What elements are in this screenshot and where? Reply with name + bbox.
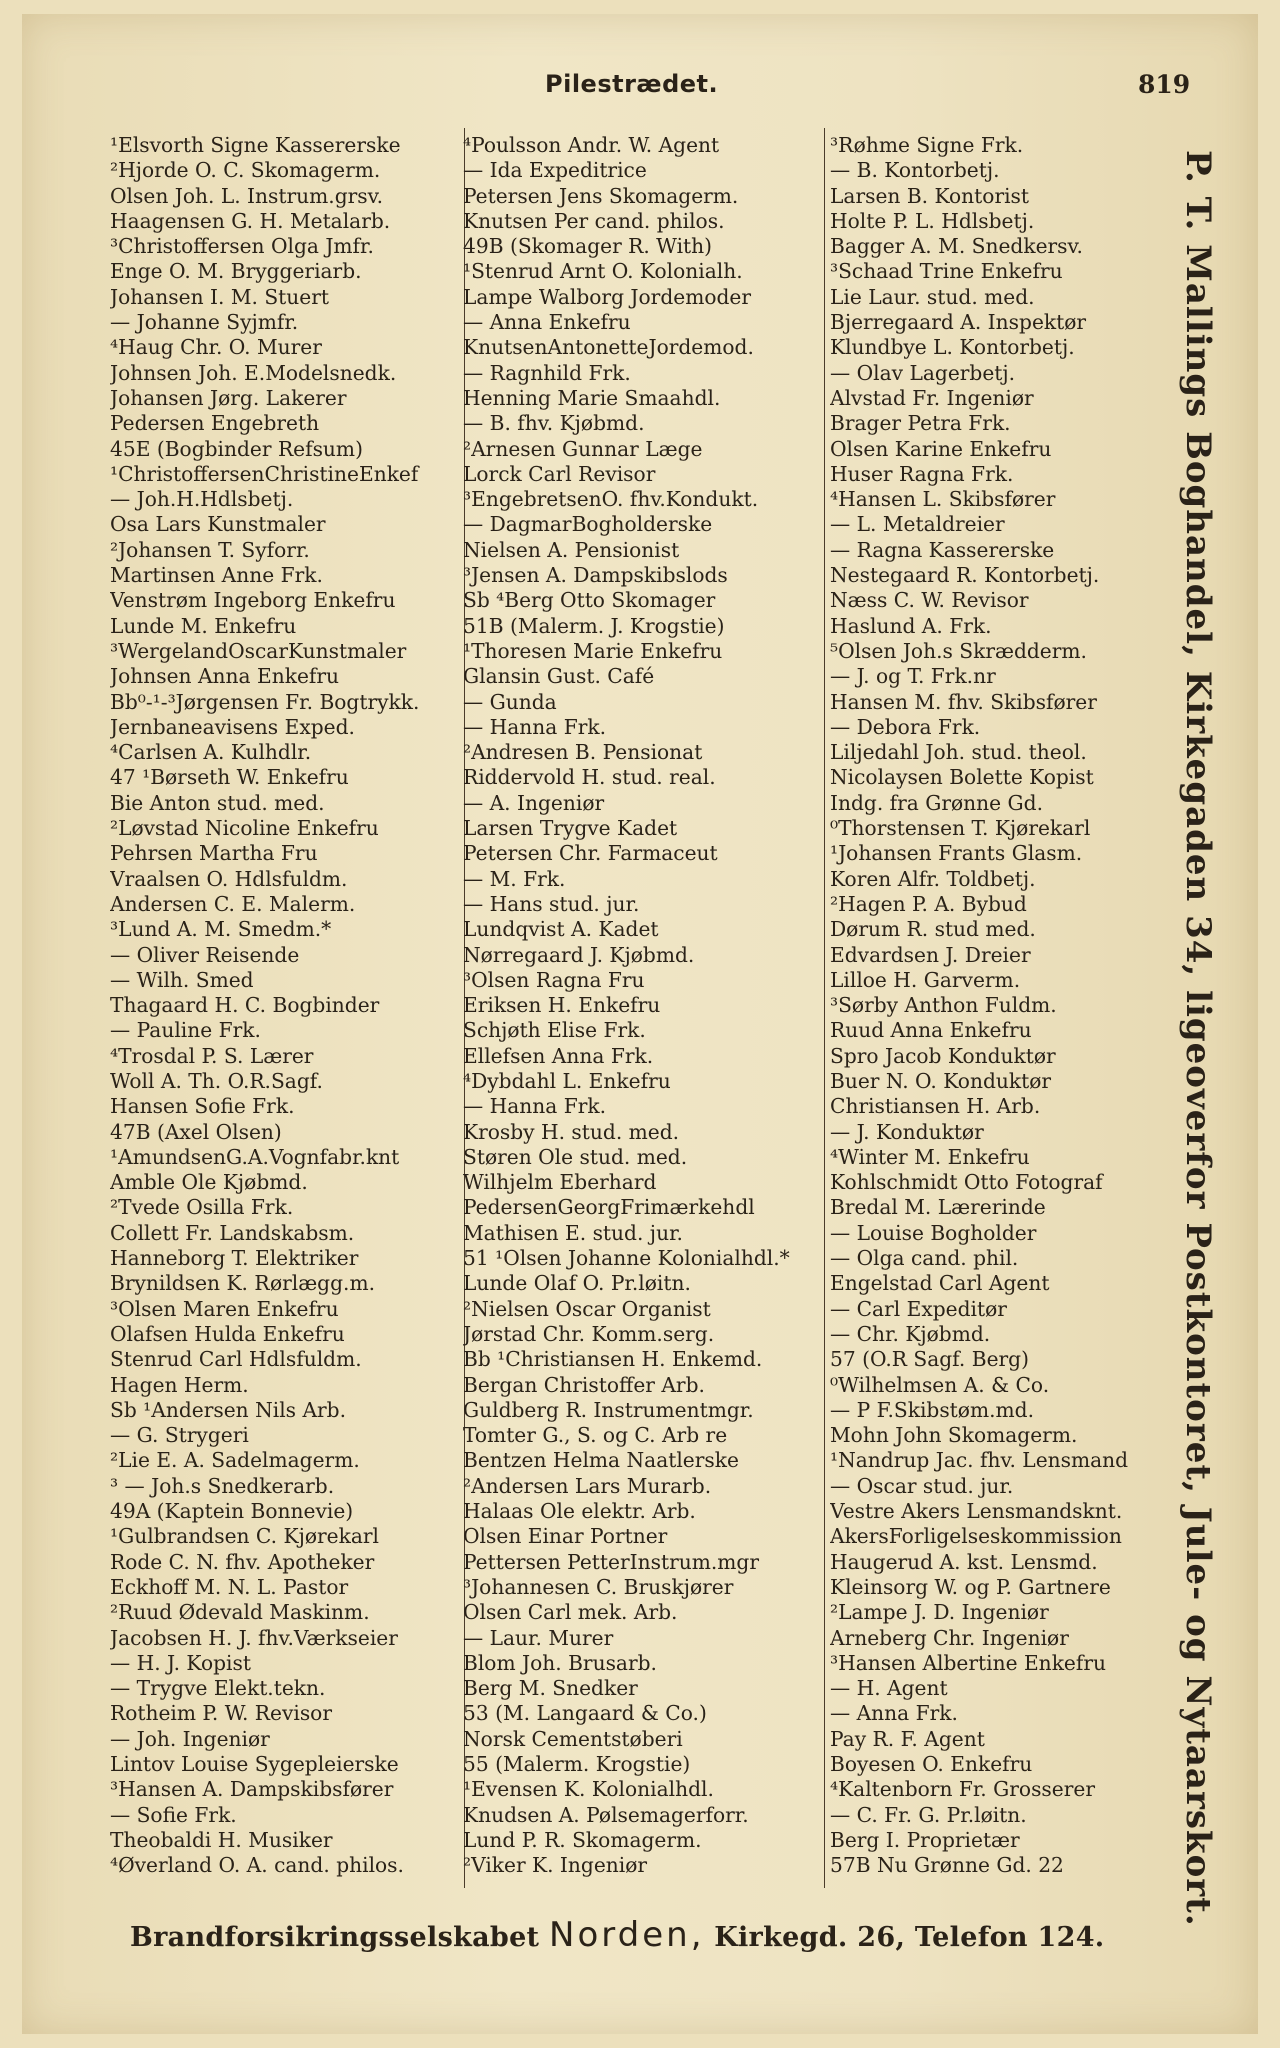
directory-entry: ³Christoffersen Olga Jmfr.	[110, 234, 374, 259]
directory-entry: Haslund A. Frk.	[830, 613, 992, 638]
directory-entry: Indg. fra Grønne Gd.	[830, 790, 1043, 815]
directory-entry: Tomter G., S. og C. Arb re	[463, 1423, 728, 1448]
directory-entry: Edvardsen J. Dreier	[830, 942, 1031, 967]
directory-entry: Blom Joh. Brusarb.	[463, 1650, 657, 1675]
directory-entry: 55 (Malerm. Krogstie)	[463, 1752, 691, 1776]
directory-entry: — Oliver Reisende	[110, 942, 300, 967]
directory-entry: ²Andresen B. Pensionat	[463, 740, 703, 765]
street-title: Pilestrædet.	[545, 70, 719, 98]
directory-entry: ¹Stenrud Arnt O. Kolonialh.	[463, 259, 743, 284]
directory-entry: Johansen I. M. Stuert	[110, 284, 329, 309]
directory-entry: Bentzen Helma Naatlerske	[463, 1448, 739, 1473]
directory-entry: Jacobsen H. J. fhv.Værkseier	[110, 1625, 398, 1650]
directory-entry: Schjøth Elise Frk.	[463, 1018, 646, 1043]
directory-entry: — Johanne Syjmfr.	[110, 310, 299, 335]
directory-entry: — Ida Expeditrice	[463, 158, 647, 183]
directory-entry: — Sofie Frk.	[110, 1802, 237, 1827]
directory-entry: Olafsen Hulda Enkefru	[110, 1321, 345, 1346]
directory-entry: Olsen Einar Portner	[463, 1524, 668, 1549]
directory-entry: ¹Elsvorth Signe Kassererske	[110, 133, 401, 157]
directory-entry: — Ragnhild Frk.	[463, 360, 631, 385]
directory-entry: ³Røhme Signe Frk.	[830, 133, 1024, 157]
directory-entry: — Laur. Murer	[463, 1625, 614, 1650]
directory-entry: Krosby H. stud. med.	[463, 1119, 680, 1144]
directory-entry: — B. Kontorbetj.	[830, 158, 1000, 183]
directory-entry: Spro Jacob Konduktør	[830, 1043, 1056, 1068]
directory-entry: — Ragna Kassererske	[830, 537, 1055, 562]
directory-entry: Bjerregaard A. Inspektør	[830, 310, 1087, 335]
directory-entry: Hagen Herm.	[110, 1372, 249, 1397]
directory-entry: Lund P. R. Skomagerm.	[463, 1827, 702, 1852]
directory-entry: ²Løvstad Nicoline Enkefru	[110, 816, 379, 841]
directory-entry: Hansen M. fhv. Skibsfører	[830, 689, 1097, 714]
directory-entry: ²Hjorde O. C. Skomagerm.	[110, 158, 381, 183]
directory-entry: 49B (Skomager R. With)	[463, 234, 713, 259]
directory-entry: ³Olsen Ragna Fru	[463, 967, 645, 992]
directory-entry: — Olga cand. phil.	[830, 1246, 1019, 1271]
directory-entry: ⁴Kaltenborn Fr. Grosserer	[830, 1777, 1095, 1802]
directory-entry: PedersenGeorgFrimærkehdl	[463, 1195, 755, 1220]
directory-entry: Petersen Jens Skomagerm.	[463, 183, 739, 208]
directory-entry: Berg I. Proprietær	[830, 1827, 1020, 1852]
directory-entry: Hansen Sofie Frk.	[110, 1094, 295, 1119]
directory-entry: Johnsen Anna Enkefru	[110, 664, 340, 689]
directory-entry: Engelstad Carl Agent	[830, 1271, 1050, 1296]
directory-entry: Mohn John Skomagerm.	[830, 1423, 1078, 1448]
directory-entry: ¹Nandrup Jac. fhv. Lensmand	[830, 1448, 1129, 1473]
directory-entry: ¹ChristoffersenChristineEnkef	[110, 461, 419, 486]
directory-column-2	[463, 133, 823, 1878]
directory-entry: Nørregaard J. Kjøbmd.	[463, 942, 695, 967]
directory-entry: Jernbaneavisens Exped.	[110, 714, 355, 739]
directory-entry: Knudsen A. Pølsemagerforr.	[463, 1802, 749, 1827]
directory-entry: ³EngebretsenO. fhv.Kondukt.	[463, 487, 759, 512]
directory-entry: Bergan Christoffer Arb.	[463, 1372, 705, 1397]
directory-entry: ³WergelandOscarKunstmaler	[110, 638, 407, 663]
directory-entry: ²Viker K. Ingeniør	[463, 1853, 648, 1878]
directory-entry: — Anna Frk.	[830, 1701, 958, 1726]
directory-entry: Kleinsorg W. og P. Gartnere	[830, 1574, 1111, 1599]
directory-entry: Christiansen H. Arb.	[830, 1094, 1041, 1119]
directory-entry: Eckhoff M. N. L. Pastor	[110, 1574, 349, 1599]
directory-entry: — L. Metaldreier	[830, 512, 1005, 537]
directory-entry: — A. Ingeniør	[463, 790, 605, 815]
directory-entry: Boyesen O. Enkefru	[830, 1752, 1033, 1776]
directory-entry: Haugerud A. kst. Lensmd.	[830, 1549, 1098, 1574]
directory-entry: Ruud Anna Enkefru	[830, 1018, 1032, 1043]
directory-entry: ²Arnesen Gunnar Læge	[463, 436, 703, 461]
directory-entry: ¹Johansen Frants Glasm.	[830, 841, 1083, 866]
directory-entry: Lunde Olaf O. Pr.løitn.	[463, 1271, 691, 1296]
directory-entry: ¹Gulbrandsen C. Kjørekarl	[110, 1524, 379, 1549]
directory-entry: Larsen B. Kontorist	[830, 183, 1030, 208]
directory-entry: — P F.Skibstøm.md.	[830, 1397, 1034, 1422]
directory-entry: Nicolaysen Bolette Kopist	[830, 765, 1094, 790]
directory-entry: Halaas Ole elektr. Arb.	[463, 1499, 696, 1524]
directory-entry: — Hans stud. jur.	[463, 891, 640, 916]
directory-entry: Eriksen H. Enkefru	[463, 993, 661, 1018]
directory-entry: Johansen Jørg. Lakerer	[110, 385, 347, 410]
directory-entry: ³Sørby Anthon Fuldm.	[830, 993, 1057, 1018]
directory-entry: Haagensen G. H. Metalarb.	[110, 208, 391, 233]
directory-entry: — J. Konduktør	[830, 1119, 984, 1144]
directory-entry: ²Lie E. A. Sadelmagerm.	[110, 1448, 360, 1473]
directory-entry: Nielsen A. Pensionist	[463, 537, 680, 562]
directory-entry: 57 (O.R Sagf. Berg)	[830, 1347, 1029, 1372]
directory-entry: Theobaldi H. Musiker	[110, 1827, 333, 1852]
directory-entry: ⁴Dybdahl L. Enkefru	[463, 1068, 671, 1093]
directory-entry: — B. fhv. Kjøbmd.	[463, 411, 645, 436]
directory-entry: — G. Strygeri	[110, 1423, 249, 1448]
directory-entry: ³Jensen A. Dampskibslods	[463, 563, 728, 588]
directory-entry: — Hanna Frk.	[463, 1094, 607, 1119]
column-divider	[824, 128, 825, 1888]
directory-entry: ⁴Poulsson Andr. W. Agent	[463, 133, 720, 157]
directory-entry: — Chr. Kjøbmd.	[830, 1321, 991, 1346]
directory-entry: ⁴Haug Chr. O. Murer	[110, 335, 322, 360]
directory-entry: Pay R. F. Agent	[830, 1726, 985, 1751]
directory-entry: Lorck Carl Revisor	[463, 461, 656, 486]
directory-entry: Bb ¹Christiansen H. Enkemd.	[463, 1347, 763, 1372]
directory-entry: Stenrud Carl Hdlsfuldm.	[110, 1347, 362, 1372]
directory-entry: KnutsenAntonetteJordemod.	[463, 335, 754, 360]
footer-advertisement	[130, 1915, 1105, 1955]
directory-entry: Lilloe H. Garverm.	[830, 967, 1021, 992]
directory-entry: — Wilh. Smed	[110, 967, 254, 992]
directory-entry: Pehrsen Martha Fru	[110, 841, 318, 866]
directory-entry: Lie Laur. stud. med.	[830, 284, 1035, 309]
directory-entry: 51B (Malerm. J. Krogstie)	[463, 613, 725, 638]
directory-entry: ⁵Olsen Joh.s Skrædderm.	[830, 638, 1087, 663]
directory-entry: — Gunda	[463, 689, 557, 714]
directory-entry: — H. Agent	[830, 1676, 948, 1701]
directory-entry: — J. og T. Frk.nr	[830, 664, 996, 689]
directory-entry: ³Johannesen C. Bruskjører	[463, 1574, 734, 1599]
directory-entry: ⁰Thorstensen T. Kjørekarl	[830, 816, 1091, 841]
directory-entry: — H. J. Kopist	[110, 1650, 251, 1675]
directory-entry: ²Tvede Osilla Frk.	[110, 1195, 294, 1220]
directory-entry: Brager Petra Frk.	[830, 411, 1011, 436]
directory-entry: Buer N. O. Konduktør	[830, 1068, 1052, 1093]
page-number: 819	[1138, 70, 1191, 99]
directory-entry: ⁴Carlsen A. Kulhdlr.	[110, 740, 312, 765]
directory-entry: Lampe Walborg Jordemoder	[463, 284, 752, 309]
directory-entry: Kohlschmidt Otto Fotograf	[830, 1170, 1103, 1195]
directory-entry: Venstrøm Ingeborg Enkefru	[110, 588, 396, 613]
directory-entry: ¹Evensen K. Kolonialhdl.	[463, 1777, 714, 1802]
directory-entry: Liljedahl Joh. stud. theol.	[830, 740, 1087, 765]
directory-entry: ²Hagen P. A. Bybud	[830, 891, 1027, 916]
directory-entry: Huser Ragna Frk.	[830, 461, 1014, 486]
directory-entry: Næss C. W. Revisor	[830, 588, 1029, 613]
directory-entry: — M. Frk.	[463, 866, 566, 891]
footer-brand: Norden,	[549, 1915, 705, 1955]
directory-entry: 51 ¹Olsen Johanne Kolonialhdl.*	[463, 1246, 790, 1271]
directory-entry: Sb ¹Andersen Nils Arb.	[110, 1397, 347, 1422]
directory-entry: Alvstad Fr. Ingeniør	[830, 385, 1034, 410]
directory-entry: ¹Thoresen Marie Enkefru	[463, 638, 723, 663]
directory-entry: — Hanna Frk.	[463, 714, 607, 739]
directory-entry: Berg M. Snedker	[463, 1676, 638, 1701]
footer-company: Brandforsikringsselskabet	[130, 1922, 540, 1953]
directory-entry: Koren Alfr. Toldbetj.	[830, 866, 1036, 891]
directory-entry: Vraalsen O. Hdlsfuldm.	[110, 866, 348, 891]
side-advertisement: P. T. Mallings Boghandel, Kirkegaden 34, ligeoverfor Postkontoret, Jule- og Nytaarskort.	[1178, 150, 1218, 1927]
directory-entry: Bagger A. M. Snedkersv.	[830, 234, 1083, 259]
directory-entry: Lintov Louise Sygepleierske	[110, 1752, 399, 1776]
directory-entry: 47B (Axel Olsen)	[110, 1119, 282, 1144]
directory-entry: ⁴Øverland O. A. cand. philos.	[110, 1853, 404, 1878]
directory-entry: Knutsen Per cand. philos.	[463, 208, 725, 233]
directory-entry: Glansin Gust. Café	[463, 664, 655, 689]
directory-entry: Norsk Cementstøberi	[463, 1726, 683, 1751]
directory-entry: — Joh.H.Hdlsbetj.	[110, 487, 294, 512]
directory-entry: — Pauline Frk.	[110, 1018, 261, 1043]
directory-entry: ¹AmundsenG.A.Vognfabr.knt	[110, 1144, 400, 1169]
directory-entry: Lundqvist A. Kadet	[463, 917, 659, 942]
directory-entry: Woll A. Th. O.R.Sagf.	[110, 1068, 323, 1093]
directory-entry: ²Lampe J. D. Ingeniør	[830, 1600, 1049, 1625]
directory-entry: Riddervold H. stud. real.	[463, 765, 716, 790]
directory-entry: ³ — Joh.s Snedkerarb.	[110, 1473, 335, 1498]
directory-entry: 49A (Kaptein Bonnevie)	[110, 1499, 354, 1524]
directory-entry: ²Johansen T. Syforr.	[110, 537, 310, 562]
directory-entry: Brynildsen K. Rørlægg.m.	[110, 1271, 376, 1296]
directory-entry: Bie Anton stud. med.	[110, 790, 325, 815]
directory-column-3	[830, 133, 1190, 1878]
footer-address: Kirkegd. 26, Telefon 124.	[714, 1922, 1105, 1953]
directory-entry: Klundbye L. Kontorbetj.	[830, 335, 1075, 360]
directory-entry: Andersen C. E. Malerm.	[110, 891, 356, 916]
directory-entry: Collett Fr. Landskabsm.	[110, 1220, 355, 1245]
directory-entry: ³Hansen Albertine Enkefru	[830, 1650, 1106, 1675]
directory-entry: ³Schaad Trine Enkefru	[830, 259, 1063, 284]
directory-entry: AkersForligelseskommission	[830, 1524, 1122, 1549]
directory-entry: Pettersen PetterInstrum.mgr	[463, 1549, 759, 1574]
directory-entry: Dørum R. stud med.	[830, 917, 1036, 942]
directory-entry: Osa Lars Kunstmaler	[110, 512, 326, 537]
directory-entry: Jørstad Chr. Komm.serg.	[463, 1321, 715, 1346]
directory-entry: Enge O. M. Bryggeriarb.	[110, 259, 362, 284]
directory-entry: — Joh. Ingeniør	[110, 1726, 270, 1751]
directory-entry: Amble Ole Kjøbmd.	[110, 1170, 308, 1195]
directory-entry: — C. Fr. G. Pr.løitn.	[830, 1802, 1027, 1827]
directory-entry: Lunde M. Enkefru	[110, 613, 297, 638]
directory-entry: Vestre Akers Lensmandsknt.	[830, 1499, 1123, 1524]
directory-entry: ⁰Wilhelmsen A. & Co.	[830, 1372, 1050, 1397]
directory-entry: Larsen Trygve Kadet	[463, 816, 678, 841]
directory-entry: Bredal M. Lærerinde	[830, 1195, 1046, 1220]
directory-entry: — Olav Lagerbetj.	[830, 360, 1016, 385]
directory-entry: ²Nielsen Oscar Organist	[463, 1296, 711, 1321]
directory-entry: ³Olsen Maren Enkefru	[110, 1296, 339, 1321]
directory-entry: Støren Ole stud. med.	[463, 1144, 688, 1169]
directory-entry: Johnsen Joh. E.Modelsnedk.	[110, 360, 397, 385]
directory-entry: Henning Marie Smaahdl.	[463, 385, 721, 410]
directory-entry: — Trygve Elekt.tekn.	[110, 1676, 326, 1701]
directory-entry: — Oscar stud. jur.	[830, 1473, 1014, 1498]
directory-entry: Rotheim P. W. Revisor	[110, 1701, 332, 1726]
directory-entry: ⁴Trosdal P. S. Lærer	[110, 1043, 314, 1068]
directory-entry: Olsen Carl mek. Arb.	[463, 1600, 678, 1625]
directory-entry: ³Lund A. M. Smedm.*	[110, 917, 332, 942]
directory-entry: ⁴Hansen L. Skibsfører	[830, 487, 1056, 512]
directory-entry: — Carl Expeditør	[830, 1296, 1007, 1321]
directory-entry: ²Ruud Ødevald Maskinm.	[110, 1600, 370, 1625]
directory-entry: Wilhjelm Eberhard	[463, 1170, 657, 1195]
directory-entry: Rode C. N. fhv. Apotheker	[110, 1549, 375, 1574]
directory-entry: Hanneborg T. Elektriker	[110, 1246, 359, 1271]
directory-entry: Ellefsen Anna Frk.	[463, 1043, 654, 1068]
directory-entry: ⁴Winter M. Enkefru	[830, 1144, 1030, 1169]
directory-entry: Thagaard H. C. Bogbinder	[110, 993, 380, 1018]
directory-entry: — Debora Frk.	[830, 714, 981, 739]
directory-entry: ³Hansen A. Dampskibsfører	[110, 1777, 394, 1802]
directory-entry: Mathisen E. stud. jur.	[463, 1220, 683, 1245]
directory-entry: Guldberg R. Instrumentmgr.	[463, 1397, 754, 1422]
directory-entry: Petersen Chr. Farmaceut	[463, 841, 718, 866]
directory-entry: Olsen Joh. L. Instrum.grsv.	[110, 183, 384, 208]
directory-entry: 57B Nu Grønne Gd. 22	[830, 1853, 1064, 1878]
directory-column-1	[110, 133, 462, 1878]
directory-entry: Nestegaard R. Kontorbetj.	[830, 563, 1100, 588]
directory-entry: — DagmarBogholderske	[463, 512, 713, 537]
directory-entry: Pedersen Engebreth	[110, 411, 320, 436]
directory-entry: Olsen Karine Enkefru	[830, 436, 1052, 461]
directory-entry: 47 ¹Børseth W. Enkefru	[110, 765, 349, 790]
directory-entry: — Louise Bogholder	[830, 1220, 1037, 1245]
directory-entry: 45E (Bogbinder Refsum)	[110, 436, 363, 461]
directory-entry: Martinsen Anne Frk.	[110, 563, 323, 588]
directory-entry: Arneberg Chr. Ingeniør	[830, 1625, 1069, 1650]
directory-entry: ²Andersen Lars Murarb.	[463, 1473, 712, 1498]
directory-entry: Sb ⁴Berg Otto Skomager	[463, 588, 716, 613]
directory-entry: — Anna Enkefru	[463, 310, 631, 335]
directory-entry: Bb⁰-¹-³Jørgensen Fr. Bogtrykk.	[110, 689, 420, 714]
directory-entry: 53 (M. Langaard & Co.)	[463, 1701, 707, 1726]
directory-entry: Holte P. L. Hdlsbetj.	[830, 208, 1035, 233]
